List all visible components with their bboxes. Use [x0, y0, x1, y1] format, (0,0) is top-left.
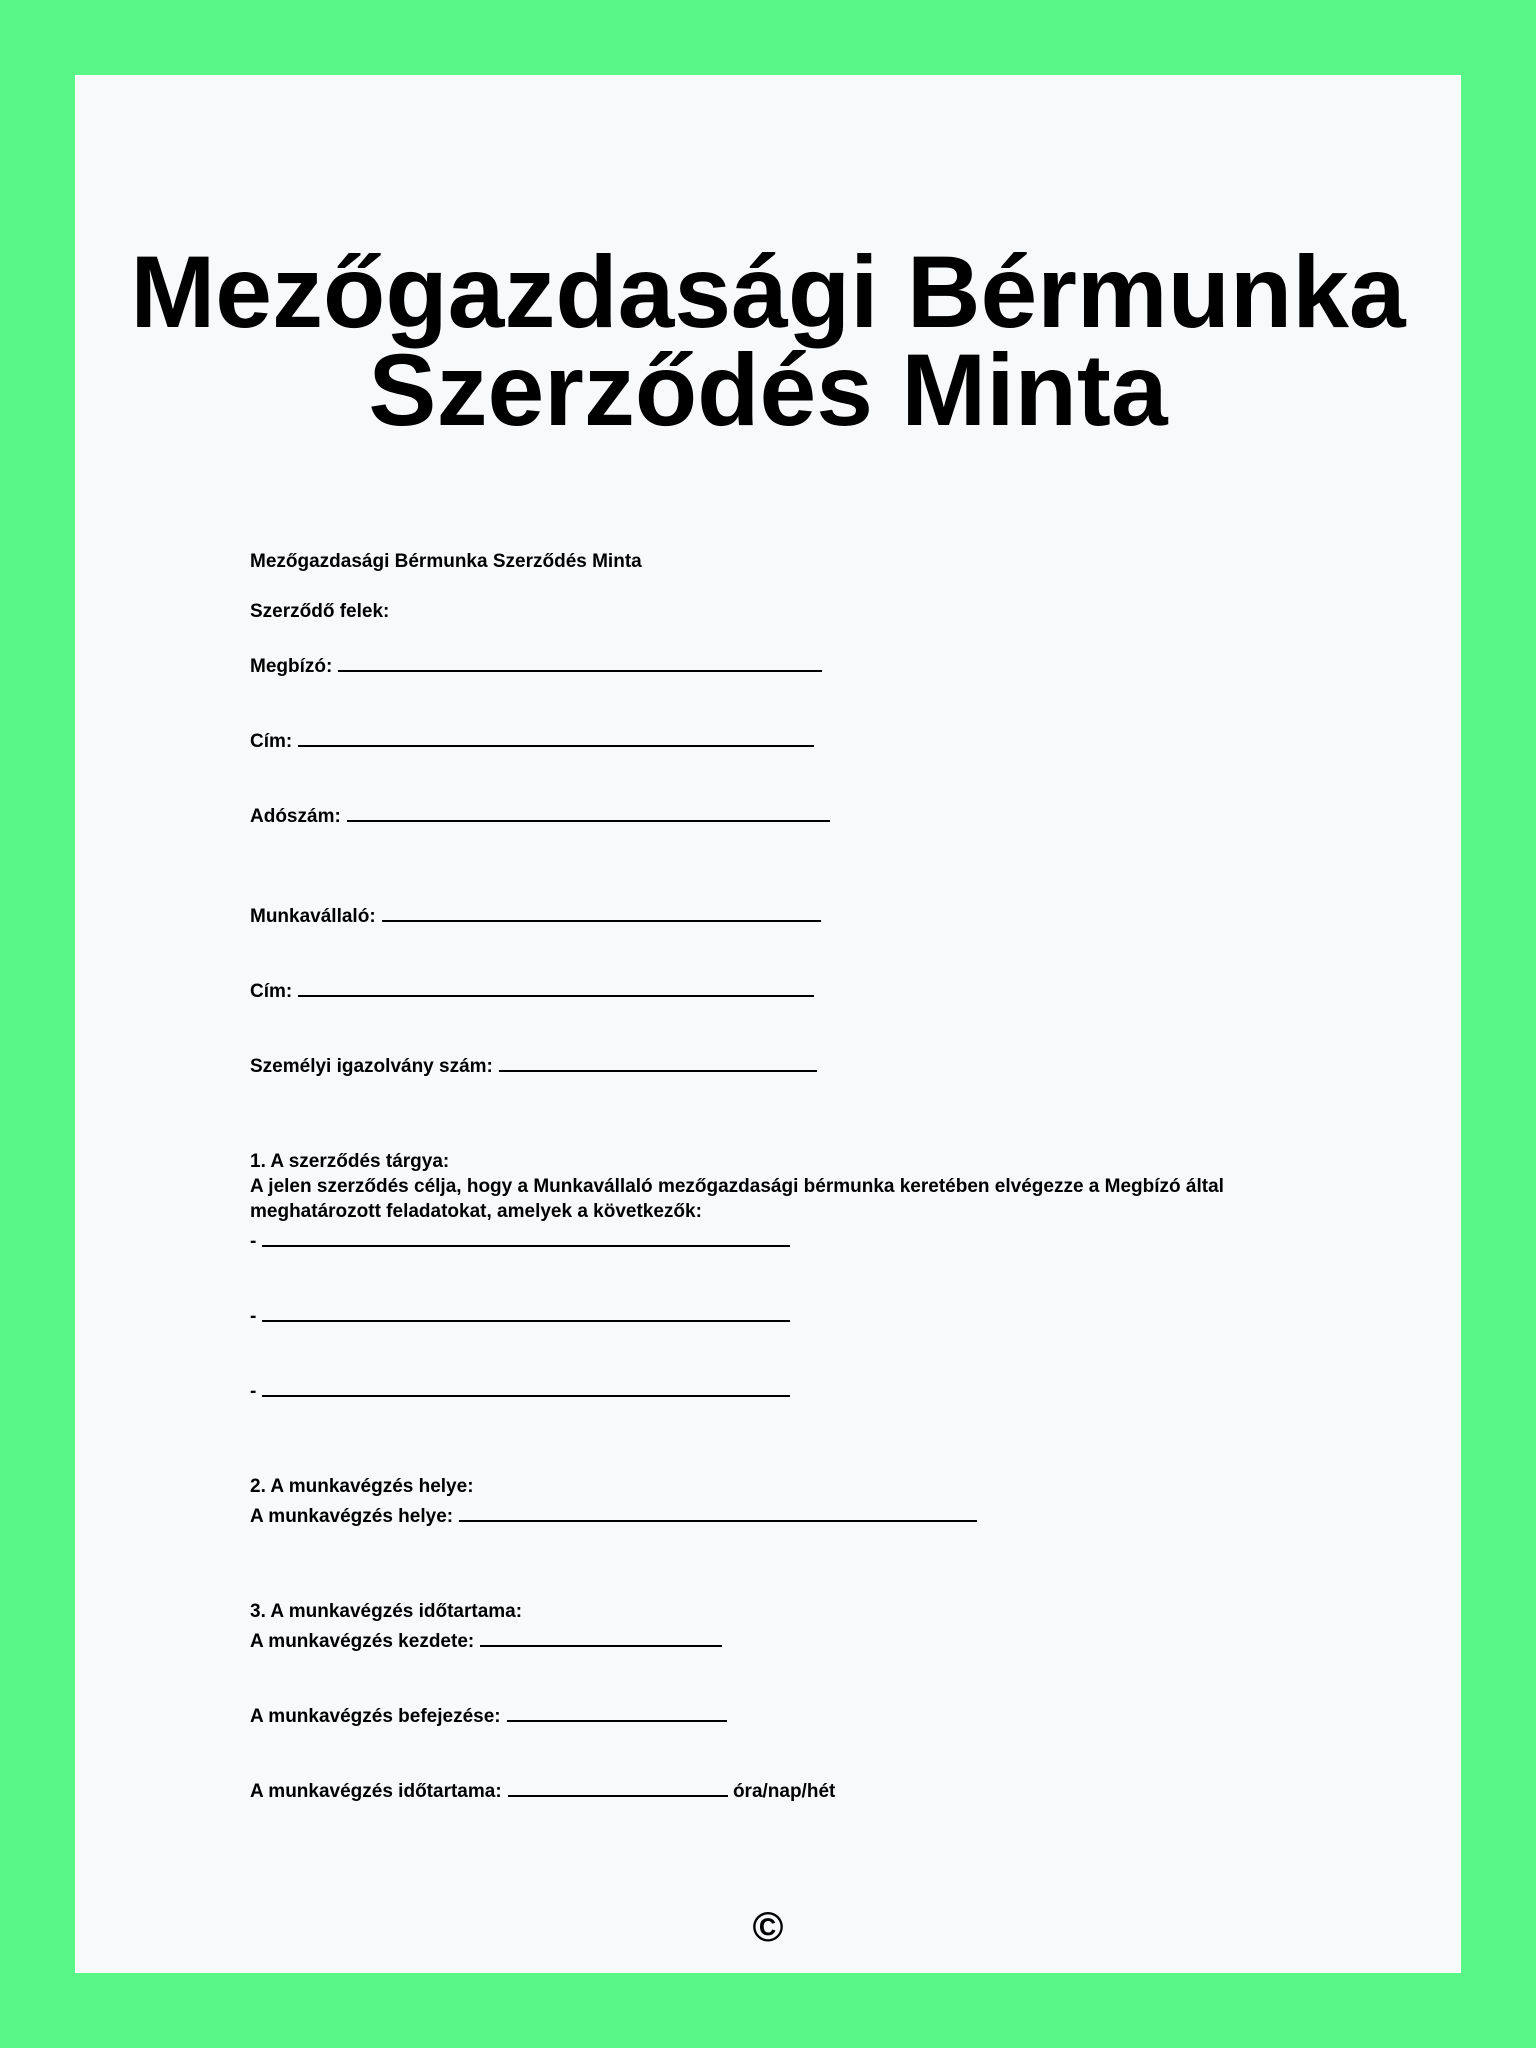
- work-place-blank: [459, 1500, 977, 1522]
- client-row: [250, 650, 822, 679]
- end-label: A munkavégzés befejezése:: [250, 1706, 501, 1727]
- task-row: [250, 1225, 790, 1254]
- worker-address-label: Cím:: [250, 981, 293, 1002]
- task-blank: [262, 1375, 790, 1397]
- worker-row: [250, 900, 821, 929]
- worker-label: Munkavállaló:: [250, 906, 376, 927]
- task-dash: -: [250, 1231, 257, 1252]
- client-blank: [338, 650, 822, 672]
- parties-label: Szerződő felek:: [250, 601, 390, 622]
- client-address-row: [250, 725, 814, 754]
- section3-title: 3. A munkavégzés időtartama:: [250, 1601, 523, 1622]
- client-label: Megbízó:: [250, 656, 333, 677]
- section1-text-line1: A jelen szerződés célja, hogy a Munkavállaló mezőgazdasági bérmunka keretében elvégezze a Megbízó által: [250, 1176, 1224, 1197]
- duration-row: [250, 1775, 835, 1804]
- work-place-row: [250, 1500, 977, 1529]
- section1-title: 1. A szerződés tárgya:: [250, 1151, 450, 1172]
- client-tax-row: [250, 800, 830, 829]
- client-tax-blank: [347, 800, 830, 822]
- title-line-2: Szerződés Minta: [368, 333, 1168, 447]
- worker-id-row: [250, 1050, 817, 1079]
- start-row: [250, 1625, 722, 1654]
- duration-unit: óra/nap/hét: [732, 1781, 836, 1802]
- end-row: [250, 1700, 727, 1729]
- task-dash: -: [250, 1306, 257, 1327]
- start-blank: [480, 1625, 722, 1647]
- client-address-label: Cím:: [250, 731, 293, 752]
- worker-id-label: Személyi igazolvány szám:: [250, 1056, 493, 1077]
- client-address-blank: [298, 725, 814, 747]
- section1-text-line2: meghatározott feladatokat, amelyek a következők:: [250, 1201, 702, 1222]
- task-row: [250, 1300, 790, 1329]
- task-row: [250, 1375, 790, 1404]
- client-tax-label: Adószám:: [250, 806, 341, 827]
- title-line-1: Mezőgazdasági Bérmunka: [130, 235, 1406, 349]
- worker-address-row: [250, 975, 814, 1004]
- duration-blank: [508, 1775, 728, 1797]
- document-page: [75, 75, 1461, 1973]
- task-dash: -: [250, 1381, 257, 1402]
- task-blank: [262, 1225, 790, 1247]
- work-place-label: A munkavégzés helye:: [250, 1506, 454, 1527]
- worker-address-blank: [298, 975, 814, 997]
- worker-id-blank: [499, 1050, 817, 1072]
- document-title: [75, 235, 1461, 447]
- copyright-icon: ©: [752, 1903, 784, 1950]
- end-blank: [507, 1700, 727, 1722]
- worker-blank: [382, 900, 821, 922]
- section2-title: 2. A munkavégzés helye:: [250, 1476, 474, 1497]
- start-label: A munkavégzés kezdete:: [250, 1631, 475, 1652]
- task-blank: [262, 1300, 790, 1322]
- contract-heading: Mezőgazdasági Bérmunka Szerződés Minta: [250, 551, 642, 572]
- duration-label: A munkavégzés időtartama:: [250, 1781, 502, 1802]
